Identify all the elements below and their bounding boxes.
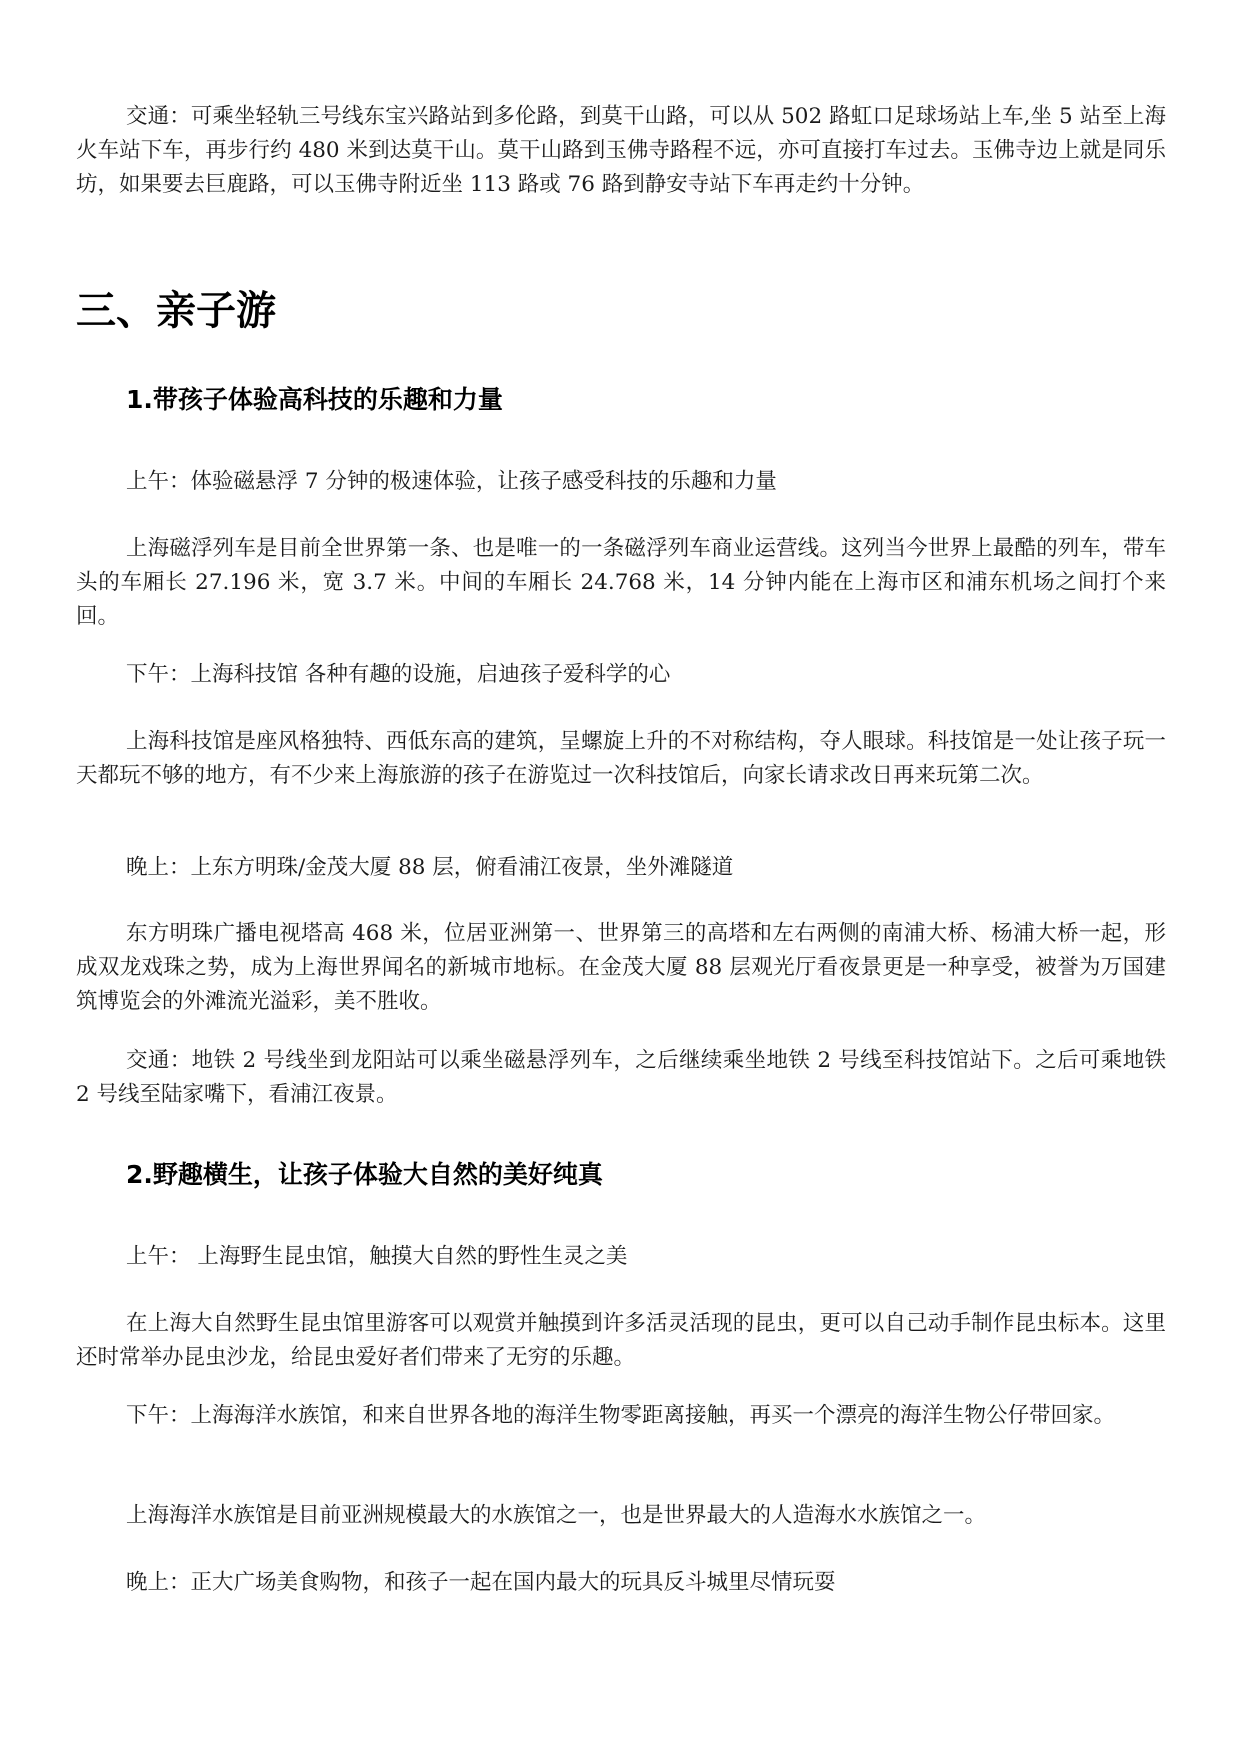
subsection-heading-2: 2.野趣横生，让孩子体验大自然的美好纯真 <box>126 1160 603 1189</box>
morning-line-1: 上午：体验磁悬浮 7 分钟的极速体验，让孩子感受科技的乐趣和力量 <box>126 469 777 494</box>
transport-paragraph: 交通：可乘坐轻轨三号线东宝兴路站到多伦路，到莫干山路，可以从 502 路虹口足球场站上车,坐 5 站至上海火车站下车，再步行约 480 米到达莫干山。莫干山路到玉佛寺路程不远，亦可直接打车过去。玉佛寺边上就是同乐坊，如果要去巨鹿路，可以玉佛寺附近坐 113 路或 76 路到静安寺站下车再走约十分钟。 <box>76 104 1166 197</box>
maglev-paragraph: 上海磁浮列车是目前全世界第一条、也是唯一的一条磁浮列车商业运营线。这列当今世界上最酷的列车，带车头的车厢长 27.196 米，宽 3.7 米。中间的车厢长 24.768 米，14 分钟内能在上海市区和浦东机场之间打个来回。 <box>76 536 1166 629</box>
afternoon-line-2: 下午：上海海洋水族馆，和来自世界各地的海洋生物零距离接触，再买一个漂亮的海洋生物公仔带回家。 <box>126 1403 1116 1428</box>
aquarium-paragraph: 上海海洋水族馆是目前亚洲规模最大的水族馆之一，也是世界最大的人造海水水族馆之一。 <box>126 1503 987 1528</box>
insect-museum-paragraph: 在上海大自然野生昆虫馆里游客可以观赏并触摸到许多活灵活现的昆虫，更可以自己动手制作昆虫标本。这里还时常举办昆虫沙龙，给昆虫爱好者们带来了无穷的乐趣。 <box>76 1311 1166 1370</box>
science-museum-paragraph: 上海科技馆是座风格独特、西低东高的建筑，呈螺旋上升的不对称结构，夺人眼球。科技馆是一处让孩子玩一天都玩不够的地方，有不少来上海旅游的孩子在游览过一次科技馆后，向家长请求改日再来玩第二次。 <box>76 729 1166 788</box>
evening-line-2: 晚上：正大广场美食购物，和孩子一起在国内最大的玩具反斗城里尽情玩耍 <box>126 1570 836 1595</box>
afternoon-line-1: 下午：上海科技馆 各种有趣的设施，启迪孩子爱科学的心 <box>126 662 671 687</box>
evening-line-1: 晚上：上东方明珠/金茂大厦 88 层，俯看浦江夜景，坐外滩隧道 <box>126 855 734 880</box>
morning-line-2: 上午： 上海野生昆虫馆，触摸大自然的野性生灵之美 <box>126 1244 628 1269</box>
pearl-tower-paragraph: 东方明珠广播电视塔高 468 米，位居亚洲第一、世界第三的高塔和左右两侧的南浦大桥、杨浦大桥一起，形成双龙戏珠之势，成为上海世界闻名的新城市地标。在金茂大厦 88 层观光厅看夜景更是一种享受，被誉为万国建筑博览会的外滩流光溢彩，美不胜收。 <box>76 921 1166 1014</box>
subsection-heading-1: 1.带孩子体验高科技的乐趣和力量 <box>126 385 503 414</box>
section-heading: 三、亲子游 <box>76 288 276 334</box>
transport-paragraph-2: 交通：地铁 2 号线坐到龙阳站可以乘坐磁悬浮列车，之后继续乘坐地铁 2 号线至科技馆站下。之后可乘地铁 2 号线至陆家嘴下，看浦江夜景。 <box>76 1048 1166 1107</box>
